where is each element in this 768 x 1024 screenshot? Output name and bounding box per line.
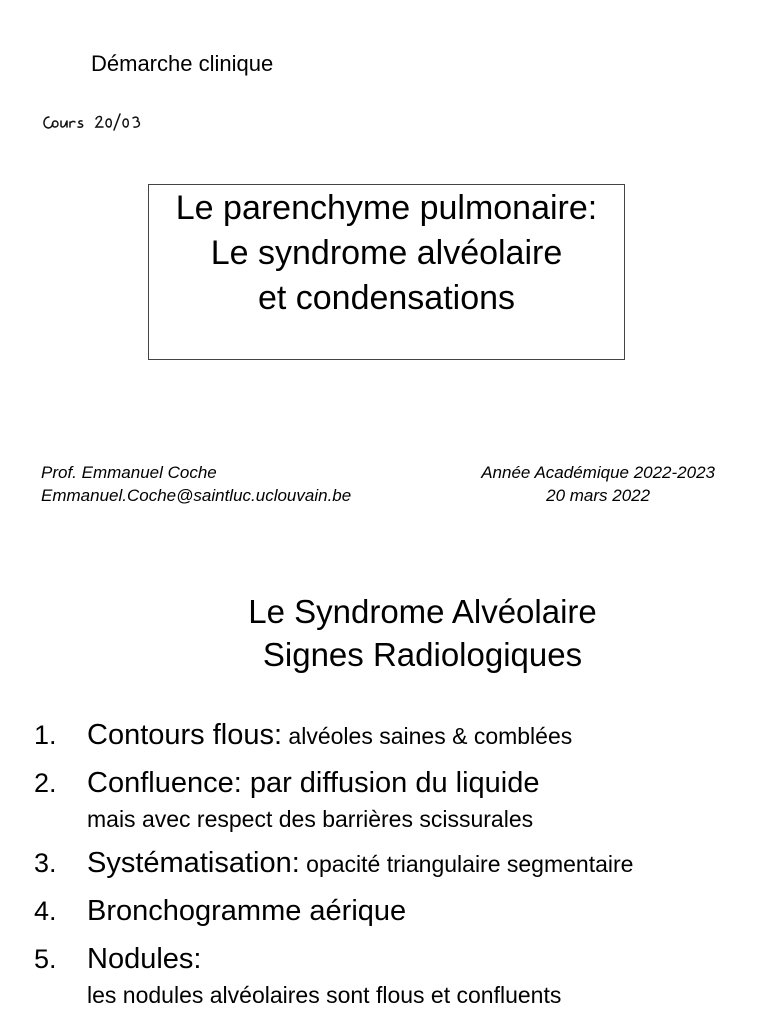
heading-line: Le Syndrome Alvéolaire: [248, 593, 597, 630]
academic-year: Année Académique 2022-2023: [481, 463, 715, 482]
list-item: [0, 940, 768, 1010]
list-item: [0, 892, 768, 930]
title-line: et condensations: [257, 279, 516, 317]
item-detail: alvéoles saines & comblées: [282, 723, 573, 749]
item-main: Confluence: par diffusion du liquide: [87, 767, 540, 799]
title-line: Le parenchyme pulmonaire:: [175, 189, 598, 227]
item-detail: opacité triangulaire segmentaire: [299, 851, 634, 877]
item-main: Bronchogramme aérique: [87, 895, 407, 927]
author-name: Prof. Emmanuel Coche: [41, 463, 217, 482]
item-sub: mais avec respect des barrières scissurales: [87, 806, 534, 832]
item-number: 1.: [34, 720, 57, 750]
author-email: Emmanuel.Coche@saintluc.uclouvain.be: [41, 486, 352, 505]
academic-info: [481, 461, 715, 507]
item-main: Contours flous:: [87, 719, 283, 751]
title-box: [148, 184, 625, 360]
item-sub: les nodules alvéolaires sont flous et confluents: [87, 982, 562, 1008]
list-item: [0, 844, 768, 882]
item-number: 3.: [34, 848, 57, 878]
list-item: [0, 716, 768, 754]
title-line: Le syndrome alvéolaire: [210, 234, 563, 272]
signs-slide: [0, 540, 768, 1024]
slide-heading: [0, 590, 768, 676]
item-main: Systématisation:: [87, 847, 300, 879]
course-label: Démarche clinique: [91, 51, 274, 76]
heading-line: Signes Radiologiques: [262, 636, 583, 673]
item-number: 4.: [34, 896, 57, 926]
signs-list: [0, 716, 768, 1020]
item-number: 5.: [34, 944, 57, 974]
lecture-date: 20 mars 2022: [546, 486, 651, 505]
item-number: 2.: [34, 768, 57, 798]
list-item: [0, 764, 768, 834]
item-main: Nodules:: [87, 943, 202, 975]
handwritten-note: [40, 107, 150, 137]
author-block: [41, 461, 351, 507]
